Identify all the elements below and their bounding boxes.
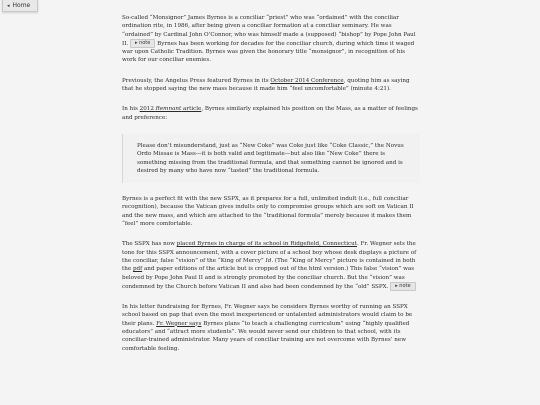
- link-fr-wegner-says[interactable]: Fr. Wegner says: [156, 320, 202, 327]
- link-october-2014-conference[interactable]: October 2014 Conference: [270, 77, 344, 84]
- note-button[interactable]: ▸ note: [390, 282, 415, 291]
- link-placed-byrnes-in-charge[interactable]: placed Byrnes in charge of its school in Ridgefield, Connecticut: [176, 241, 357, 248]
- link-pdf[interactable]: pdf: [132, 266, 143, 273]
- left-triangle-icon: ◂: [7, 2, 10, 9]
- link-remnant-article[interactable]: 2012 Remnant article: [139, 106, 202, 113]
- paragraph-3: In his 2012 Remnant article, Byrnes similarly explained his position on the Mass, as a matter of feelings and preference:: [122, 106, 418, 121]
- paragraph-2: Previously, the Angelus Press featured Byrnes in its October 2014 Conference, quoting him as saying that he stopped saying the new mass because it made him “feel uncomfortable” (minute 4:21).: [122, 77, 410, 93]
- home-button-label: Home: [12, 1, 31, 9]
- paragraph-4: Byrnes is a perfect fit with the new SSPX, as it prepares for a full, unlimited indult (i.e., full conciliar recognition), because the Vatican gives indults only to compromise groups which are soft on Vatican II and the new mass, and which are attached to the “traditional formula” merely because it makes them “feel” more comfortable.: [122, 196, 414, 228]
- paragraph-5: The SSPX has now placed Byrnes in charge of its school in Ridgefield, Connecticut. Fr. Wegner sets the tone for this SSPX announcement, with a cover picture of a school boy whose desk displays a picture of the conciliar, false “vision” of the “King of Mercy” Id. (The “King of Mercy” picture is contained in both the pdf and paper editions of the article but is cropped out of the html version.) This false “vision” was beloved by Pope John Paul II and is strongly promoted by the conciliar church. But the “vision” was condemned by the Church before Vatican II and also had been condemned by the “old” SSPX. ▸ note: [122, 241, 417, 290]
- paragraph-1: So-called “Monsignor” James Byrnes is a conciliar “priest” who was “ordained” with the conciliar ordination rite, in 1986, after being given a conciliar formation at a conciliar seminary. He was “ordained” by Cardinal John O’Connor, who was himself made a (supposed) “bishop” by Pope John Paul II. ▸ note Byrnes has been working for decades for the conciliar church, during which time it waged war upon Catholic Tradition. Byrnes was given the honorary title “monsignor”, in recognition of his work for our conciliar enemies.: [122, 15, 416, 64]
- home-button[interactable]: [2, 0, 38, 12]
- article-body: [122, 14, 420, 365]
- paragraph-6: In his letter fundraising for Byrnes, Fr. Wegner says he considers Byrnes worthy of running an SSPX school based on pap that even the most inexperienced or untalented administrators would claim to be their plans. Fr. Wegner says Byrnes plans “to teach a challenging curriculum” using “highly qualified educators” and “attract more students”. We would never send our children to that school, with its conciliar-trained administrator. Many years of conciliar training are not overcome with Byrnes’ new comfortable feeling.: [122, 304, 413, 352]
- blockquote: Please don’t misunderstand, just as “New Coke” was Coke just like “Coke Classic,” the Novus Ordo Missae is Mass—it is both valid and legitimate—but also like “New Coke” there is something missing from the traditional formula, and that something cannot be ignored and is desired by many who have now “tasted” the traditional formula.: [122, 134, 420, 183]
- note-button[interactable]: ▸ note: [130, 39, 155, 48]
